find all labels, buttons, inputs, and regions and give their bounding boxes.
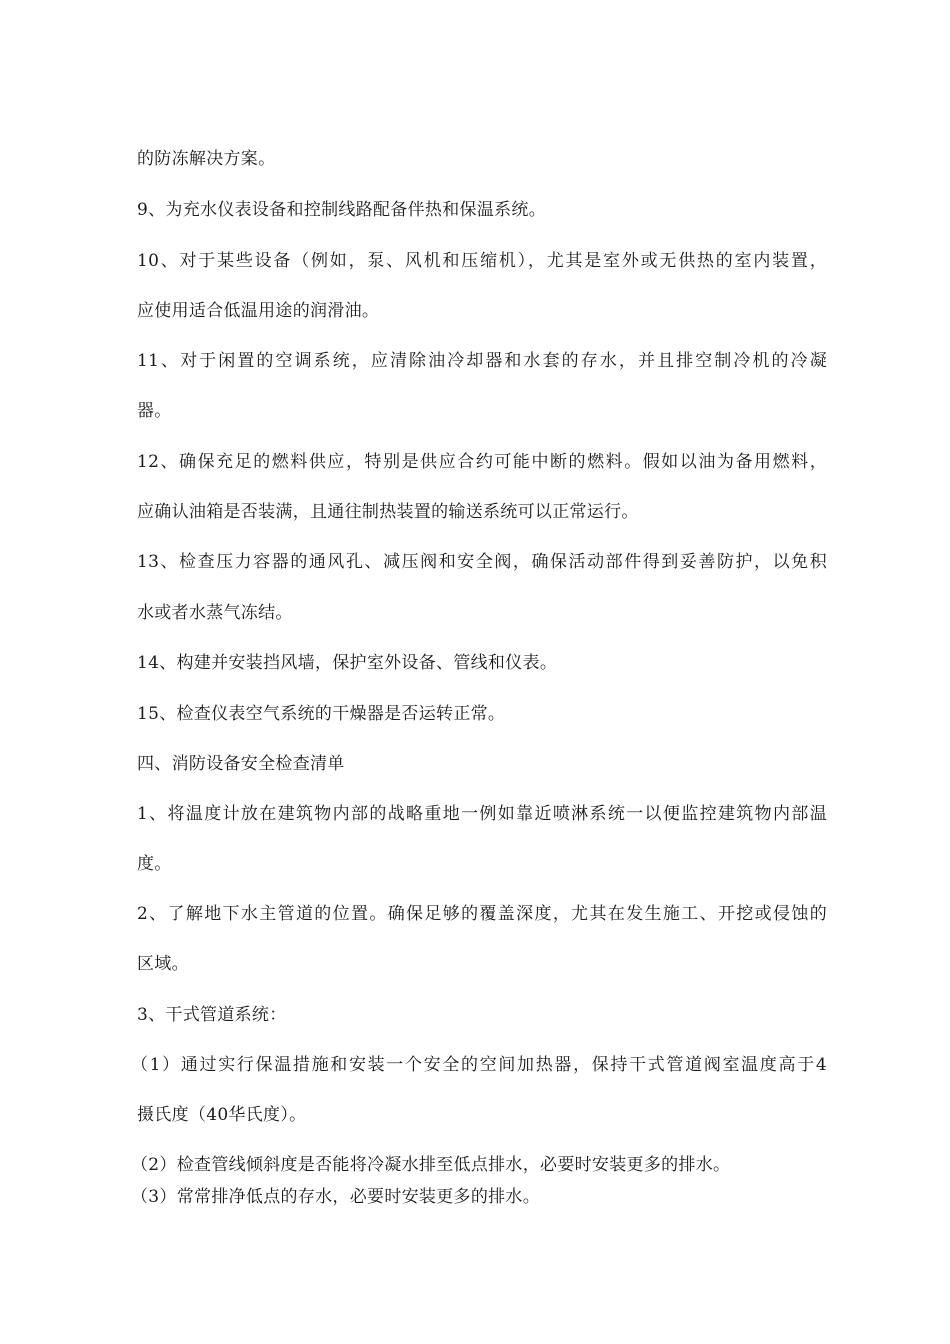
text-line: 11、对于闲置的空调系统，应清除油冷却器和水套的存水，并且排空制冷机的冷凝 xyxy=(137,351,827,371)
text-line: 器。 xyxy=(137,401,172,421)
text-line: 10、对于某些设备（例如，泵、风机和压缩机），尤其是室外或无供热的室内装置， xyxy=(137,251,827,271)
text-line: 1、将温度计放在建筑物内部的战略重地一例如靠近喷淋系统一以便监控建筑物内部温 xyxy=(137,804,827,824)
text-line: （1）通过实行保温措施和安装一个安全的空间加热器，保持干式管道阀室温度高于4 xyxy=(131,1055,827,1075)
text-line: 水或者水蒸气冻结。 xyxy=(137,603,293,623)
text-line: 的防冻解决方案。 xyxy=(137,149,276,169)
text-line: 9、为充水仪表设备和控制线路配备伴热和保温系统。 xyxy=(137,200,547,220)
text-line: 13、检查压力容器的通风孔、减压阀和安全阀，确保活动部件得到妥善防护，以免积 xyxy=(137,552,827,572)
text-line: 度。 xyxy=(137,854,172,874)
text-line: 14、构建并安装挡风墙，保护室外设备、管线和仪表。 xyxy=(137,653,558,673)
text-line: 区域。 xyxy=(137,954,189,974)
text-line: （3）常常排净低点的存水，必要时安装更多的排水。 xyxy=(131,1187,541,1207)
text-line: （2）检查管线倾斜度是否能将冷凝水排至低点排水，必要时安装更多的排水。 xyxy=(131,1155,731,1175)
section-heading: 四、消防设备安全检查清单 xyxy=(137,754,345,774)
text-line: 应确认油箱是否装满，且通往制热装置的输送系统可以正常运行。 xyxy=(137,502,639,522)
text-line: 摄氏度（40华氏度）。 xyxy=(137,1105,307,1125)
text-line: 12、确保充足的燃料供应，特别是供应合约可能中断的燃料。假如以油为备用燃料， xyxy=(137,452,827,472)
text-line: 应使用适合低温用途的润滑油。 xyxy=(137,301,380,321)
text-line: 2、了解地下水主管道的位置。确保足够的覆盖深度，尤其在发生施工、开挖或侵蚀的 xyxy=(137,904,827,924)
text-line: 3、干式管道系统： xyxy=(137,1005,287,1025)
text-line: 15、检查仪表空气系统的干燥器是否运转正常。 xyxy=(137,704,506,724)
